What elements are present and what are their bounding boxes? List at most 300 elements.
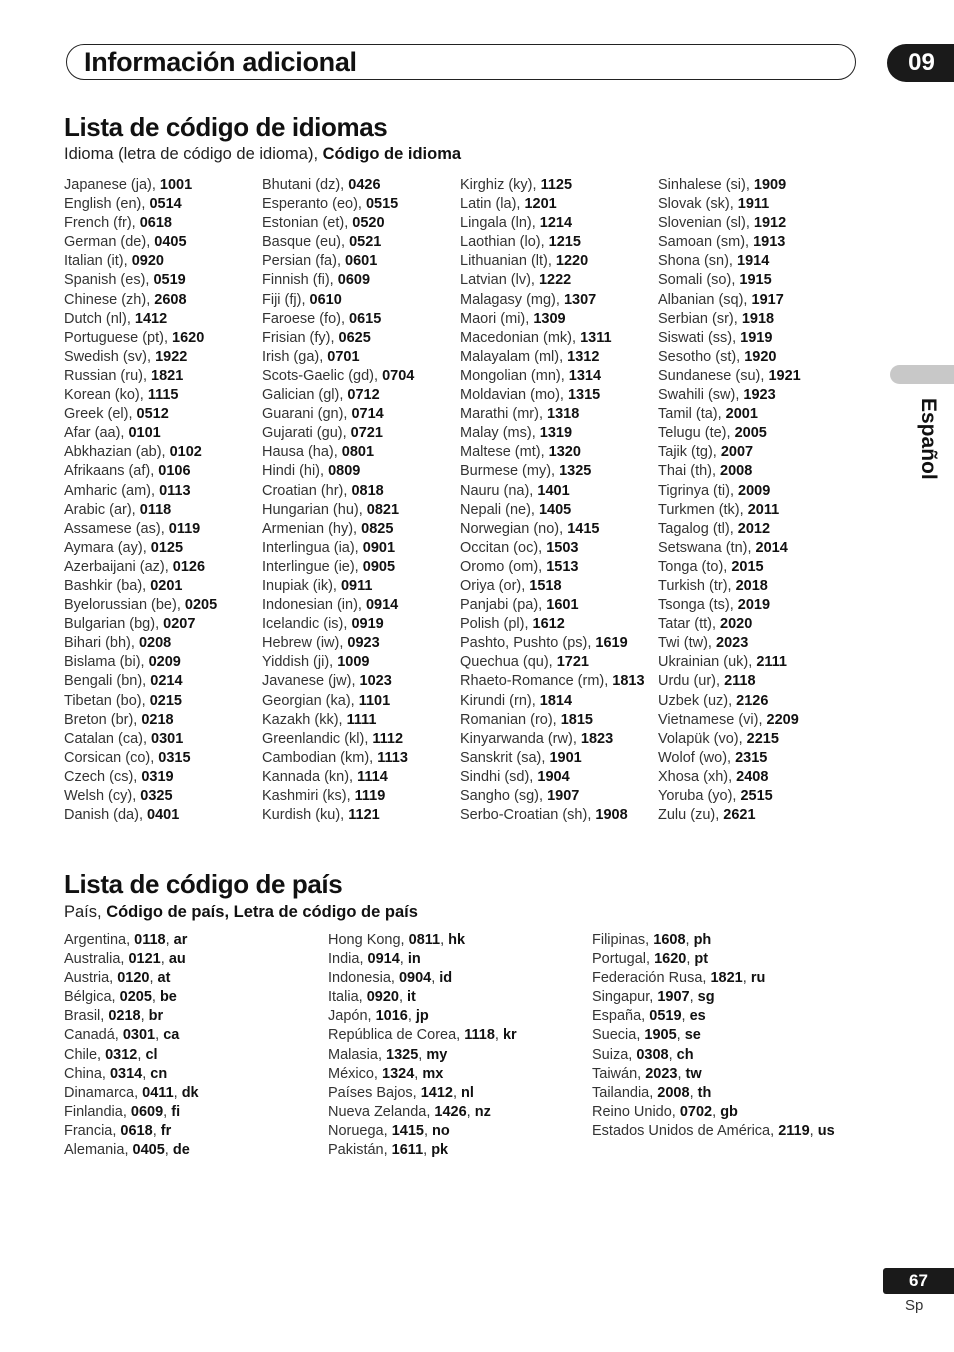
country-entry-code: 0920 [366,989,399,1006]
language-entry-name: English (en), [64,196,150,213]
country-entry-code: 0405 [132,1142,165,1159]
language-entry [460,291,645,310]
language-entry-name: Zulu (zu), [658,807,724,824]
language-entry-name: Tagalog (tl), [658,520,738,537]
language-entry-name: Amharic (am), [64,482,160,499]
language-entry-name: Kinyarwanda (rw), [460,730,581,747]
language-entry-name: Breton (br), [64,711,142,728]
country-entry-code: 1118 [464,1027,495,1044]
language-entry-name: Malagasy (mg), [460,291,564,308]
language-entry-code: 0901 [362,539,396,556]
language-entry [460,520,645,539]
language-entry-name: Kirghiz (ky), [460,177,541,193]
country-entry-code: 0811 [408,932,441,948]
language-entry-name: Siswati (ss), [658,329,741,346]
country-entry-letter-code: my [426,1046,448,1063]
language-entry-code: 1320 [548,444,581,461]
language-entry [64,787,217,806]
language-entry [460,558,645,577]
language-entry [262,501,414,520]
country-entry-code: 1907 [657,989,690,1006]
language-entry-code: 1115 [147,387,179,404]
language-entry [658,233,801,252]
language-entry [658,653,801,672]
language-entry-name: Icelandic (is), [262,616,352,633]
country-entry: China, 0314, cn [64,1065,168,1082]
language-entry [460,730,645,749]
language-entry-code: 1412 [134,310,168,327]
language-entry-code: 1612 [532,616,565,633]
language-entry-name: Esperanto (eo), [262,196,366,213]
language-entry [64,749,217,768]
language-entry-code: 1318 [547,406,580,423]
language-entry-code: 0919 [351,616,384,633]
language-entry [460,539,645,558]
language-entry-name: Turkish (tr), [658,577,736,594]
language-entry-code: 2126 [736,692,769,709]
language-entry-name: Romanian (ro), [460,711,561,728]
language-entry [658,386,801,405]
country-codes-subtitle [64,903,418,922]
country-entry-name: Italia, [328,989,367,1006]
language-entry [262,291,414,310]
country-entry-letter-code: pk [431,1142,449,1159]
language-entry-code: 1307 [563,291,597,308]
country-entry-letter-code: it [407,989,416,1006]
country-entry-name: Pakistán, [328,1142,392,1159]
language-entry [460,749,645,768]
language-entry-code: 1121 [348,807,380,824]
language-entry-name: Occitan (oc), [460,539,547,556]
country-entry-name: República de Corea, [328,1027,465,1044]
language-entry [658,195,801,214]
language-entry [460,176,645,195]
language-entry [658,730,801,749]
language-entry [658,424,801,443]
language-entry-name: Wolof (wo), [658,749,736,766]
language-entry-code: 0319 [141,768,174,785]
language-entry-code: 1119 [354,788,386,804]
country-entry-letter-code: kr [502,1027,517,1044]
language-entry-code: 2111 [756,654,787,671]
language-entry-code: 1001 [159,177,193,193]
language-entry-name: Assamese (as), [64,520,169,537]
language-entry [64,271,217,290]
language-entry [460,443,645,462]
language-entry-code: 0818 [351,482,384,499]
language-entry [262,520,414,539]
language-entry [658,348,801,367]
country-entry-code: 0914 [367,951,400,968]
language-entry [460,768,645,787]
language-entry-name: Aymara (ay), [64,539,151,556]
language-entry [460,501,645,520]
language-entry-code: 1914 [737,253,770,270]
language-entry-code: 1125 [540,177,573,193]
country-entry-letter-code: ph [693,932,712,948]
country-entry-letter-code: cl [145,1046,158,1063]
language-entry-name: Tibetan (bo), [64,692,150,709]
language-entry-code: 0301 [151,730,184,747]
language-entry-name: Abkhazian (ab), [64,444,170,461]
language-entry-name: Interlingue (ie), [262,558,363,575]
country-entry-code: 0519 [649,1008,682,1025]
language-entry-code: 1513 [546,558,579,575]
country-entry-name: Chile, [64,1046,106,1063]
country-entry-name: Hong Kong, [328,932,409,948]
language-entry [658,539,801,558]
language-entry-code: 1901 [549,749,582,766]
language-entry-code: 0809 [328,463,361,480]
language-entry [64,462,217,481]
language-entry-name: Japanese (ja), [64,177,160,193]
language-entry [460,348,645,367]
language-entry-name: Urdu (ur), [658,673,725,690]
country-entry-letter-code: us [817,1122,835,1139]
language-entry-name: Kashmiri (ks), [262,788,355,804]
language-entry-code: 0714 [351,406,384,423]
country-entry: Reino Unido, 0702, gb [592,1103,738,1120]
language-entry [262,271,414,290]
language-entry-code: 1904 [537,768,570,785]
country-codes-title: Lista de código de país [64,869,343,899]
language-entry [64,482,217,501]
page-number: 67 [883,1268,954,1294]
language-entry-name: Sanskrit (sa), [460,749,550,766]
country-entry: Japón, 1016, jp [328,1008,429,1025]
language-entry-code: 1201 [524,196,557,213]
language-entry-code: 0512 [136,406,169,423]
language-entry-code: 0520 [352,215,385,232]
language-codes-subtitle-bold: Código de idioma [322,145,462,163]
language-entry-name: Pashto, Pushto (ps), [460,635,596,652]
language-entry-code: 1311 [580,329,612,346]
language-entry-code: 0426 [348,177,381,193]
language-entry [262,462,414,481]
country-entry-name: Bélgica, [64,989,120,1006]
language-entry-code: 2007 [720,444,754,461]
language-entry [658,214,801,233]
country-entry: Taiwán, 2023, tw [592,1065,702,1082]
language-entry-code: 0113 [159,482,191,499]
language-entry-code: 1112 [372,730,404,747]
language-entry [262,596,414,615]
language-entry-code: 0205 [184,597,218,614]
language-entry-name: Serbian (sr), [658,310,742,327]
language-entry [262,386,414,405]
language-entry-name: Norwegian (no), [460,520,568,537]
language-entry-code: 1009 [337,654,370,671]
country-entry-name: Noruega, [328,1122,392,1139]
country-entry: Chile, 0312, cl [64,1046,158,1063]
language-entry-name: Albanian (sq), [658,291,752,308]
language-entry [262,443,414,462]
language-entry-code: 0325 [140,788,173,804]
language-entry [64,672,217,691]
language-entry-code: 2209 [766,711,799,728]
language-column-3 [460,176,645,825]
language-entry-code: 0701 [327,348,360,365]
language-entry-code: 2011 [747,501,780,518]
language-entry [64,310,217,329]
language-entry-name: Slovak (sk), [658,196,738,213]
country-entry-code: 0411 [142,1084,174,1101]
language-entry [460,271,645,290]
language-entry-code: 2009 [738,482,771,499]
language-entry-name: Greek (el), [64,406,137,423]
country-entry-name: México, [328,1065,382,1082]
language-entry-name: Hindi (hi), [262,463,329,480]
language-entry-code: 1601 [546,597,579,614]
language-entry-name: Bislama (bi), [64,654,149,671]
language-entry [64,577,217,596]
language-entry-name: Uzbek (uz), [658,692,737,709]
language-entry-code: 0721 [350,425,383,442]
country-entry-letter-code: de [172,1142,190,1159]
language-entry-name: Tajik (tg), [658,444,721,461]
language-entry [262,692,414,711]
country-entry-code: 1821 [710,970,743,987]
language-column-1 [64,176,217,825]
language-entry-code: 0101 [128,425,161,442]
language-entry-name: Slovenian (sl), [658,215,754,232]
country-entry-name: Francia, [64,1122,121,1139]
language-entry [64,424,217,443]
language-entry [658,520,801,539]
language-entry-name: Kannada (kn), [262,768,358,785]
language-entry-name: Marathi (mr), [460,406,547,423]
language-entry-name: Malayalam (ml), [460,348,568,365]
language-entry [658,501,801,520]
language-entry-name: Afar (aa), [64,425,129,442]
language-entry-code: 0821 [366,501,400,518]
country-entry-name: Suiza, [592,1046,637,1063]
language-entry [262,233,414,252]
country-entry-letter-code: ch [676,1046,694,1063]
country-entry-code: 1324 [382,1065,415,1082]
language-entry-code: 1220 [555,253,589,270]
language-entry [64,711,217,730]
country-entry-letter-code: be [159,989,177,1006]
country-entry-code: 0609 [130,1103,164,1120]
language-entry [64,329,217,348]
language-entry-code: 0625 [338,329,371,346]
language-entry [658,711,801,730]
language-entry [262,329,414,348]
language-entry [460,806,645,825]
country-entry-letter-code: in [407,951,421,968]
language-entry-name: Lingala (ln), [460,215,540,232]
language-entry [658,329,801,348]
language-entry [460,424,645,443]
country-entry-name: China, [64,1065,110,1082]
language-entry-code: 0118 [139,501,172,518]
country-entry-name: Nueva Zelanda, [328,1103,435,1120]
country-entry-code: 2119 [778,1122,810,1139]
language-entry [460,615,645,634]
language-entry-code: 1922 [155,348,188,365]
country-column-1 [64,931,199,1160]
country-entry-letter-code: au [168,951,186,968]
country-entry-code: 1412 [420,1084,453,1101]
language-entry [64,176,217,195]
country-column-2 [328,931,517,1160]
language-entry [262,310,414,329]
country-entry-name: Alemania, [64,1142,133,1159]
language-entry-name: Catalan (ca), [64,730,152,747]
language-entry-name: Galician (gl), [262,387,348,404]
language-entry [262,176,414,195]
country-entry: Australia, 0121, au [64,951,186,968]
language-entry-code: 1401 [537,482,570,499]
language-entry [460,310,645,329]
language-entry [262,214,414,233]
language-entry-name: Lithuanian (lt), [460,253,556,270]
country-entry-name: Brasil, [64,1008,109,1025]
language-entry [658,271,801,290]
language-entry-code: 0920 [131,253,164,270]
country-entry: Dinamarca, 0411, dk [64,1084,199,1101]
country-entry-name: Argentina, [64,932,135,948]
language-entry-name: Scots-Gaelic (gd), [262,367,383,384]
country-entry-letter-code: br [148,1008,164,1025]
language-entry [64,520,217,539]
language-entry-code: 2020 [720,616,753,633]
country-entry: Bélgica, 0205, be [64,989,177,1006]
language-entry-code: 0905 [362,558,396,575]
country-entry-letter-code: fr [160,1122,172,1139]
language-entry-name: Chinese (zh), [64,291,155,308]
language-entry [262,634,414,653]
language-entry-name: Panjabi (pa), [460,597,547,614]
country-entry-letter-code: at [157,970,171,987]
language-entry-name: Malay (ms), [460,425,540,442]
language-entry-code: 2012 [737,520,771,537]
language-entry-name: Greenlandic (kl), [262,730,373,747]
language-codes-subtitle [64,145,461,164]
language-entry-code: 0914 [365,597,399,614]
language-entry [64,443,217,462]
language-entry-code: 2008 [720,463,753,480]
language-entry-name: Persian (fa), [262,253,345,270]
language-entry [262,482,414,501]
language-entry [262,749,414,768]
country-entry-name: Portugal, [592,951,655,968]
language-entry-code: 0405 [154,234,187,251]
language-entry [658,310,801,329]
language-entry [460,482,645,501]
country-entry: Italia, 0920, it [328,989,416,1006]
language-entry [64,386,217,405]
language-entry-name: Swedish (sv), [64,348,156,365]
country-entry-name: Canadá, [64,1027,123,1044]
language-entry-code: 1912 [753,215,787,232]
language-entry-name: Hausa (ha), [262,444,342,461]
language-entry-name: Hungarian (hu), [262,501,367,518]
country-entry-code: 1415 [391,1122,424,1139]
language-entry-name: Tamil (ta), [658,406,726,423]
language-entry-code: 0610 [309,291,342,308]
language-entry [64,558,217,577]
language-entry-name: Bihari (bh), [64,635,139,652]
language-entry-name: Sundanese (su), [658,367,769,384]
country-entry-letter-code: th [697,1084,712,1101]
language-entry-code: 1113 [377,749,408,766]
language-entry-name: Portuguese (pt), [64,329,172,346]
language-entry [460,634,645,653]
country-entry: Tailandia, 2008, th [592,1084,712,1101]
language-entry-name: Sinhalese (si), [658,177,754,193]
language-entry-name: Turkmen (tk), [658,501,748,518]
country-entry: Federación Rusa, 1821, ru [592,970,766,987]
language-entry-code: 1913 [753,234,786,251]
language-entry-name: Inupiak (ik), [262,577,341,594]
language-entry-code: 1915 [739,272,772,289]
language-entry-code: 0704 [382,367,415,384]
country-entry-letter-code: es [689,1008,706,1025]
language-entry [658,615,801,634]
country-entry: Indonesia, 0904, id [328,970,453,987]
language-entry [64,367,217,386]
country-entry-letter-code: pt [694,951,709,968]
language-entry-code: 1315 [567,387,601,404]
language-entry-code: 0218 [141,711,174,728]
language-entry-code: 1821 [151,367,184,384]
country-entry-code: 1426 [434,1103,467,1120]
country-entry-name: Reino Unido, [592,1103,680,1120]
country-entry: España, 0519, es [592,1008,706,1025]
country-entry-code: 0120 [117,970,150,987]
language-entry [460,787,645,806]
language-entry [64,768,217,787]
language-entry-code: 1314 [568,367,602,384]
language-entry-name: Oriya (or), [460,577,530,594]
country-entry-code: 0301 [122,1027,156,1044]
country-entry-letter-code: nl [461,1084,474,1101]
language-entry-code: 2019 [737,597,771,614]
country-entry-name: Taiwán, [592,1065,646,1082]
language-entry [658,443,801,462]
country-entry-name: India, [328,951,368,968]
country-entry-code: 0702 [679,1103,713,1120]
language-entry-name: Danish (da), [64,807,148,824]
language-entry-name: Indonesian (in), [262,597,366,614]
language-entry [64,596,217,615]
language-entry-code: 1111 [346,711,377,728]
language-entry [262,348,414,367]
language-entry [460,405,645,424]
language-entry-code: 0208 [138,635,172,652]
language-entry [658,672,801,691]
language-entry-code: 0201 [150,577,183,594]
language-entry-name: Nauru (na), [460,482,538,499]
country-entry: Filipinas, 1608, ph [592,932,712,948]
country-entry: Países Bajos, 1412, nl [328,1084,474,1101]
language-entry-code: 1312 [567,348,600,365]
language-entry [658,692,801,711]
language-entry-code: 1620 [172,329,205,346]
country-entry: Canadá, 0301, ca [64,1027,180,1044]
language-entry-code: 0126 [172,558,206,575]
language-entry [460,214,645,233]
language-entry [64,252,217,271]
country-entry-code: 1620 [654,951,687,968]
language-entry [262,252,414,271]
language-entry-name: Laothian (lo), [460,234,549,251]
language-entry-name: Volapük (vo), [658,730,747,747]
language-entry-name: Swahili (sw), [658,387,744,404]
language-entry-code: 0615 [349,310,382,327]
